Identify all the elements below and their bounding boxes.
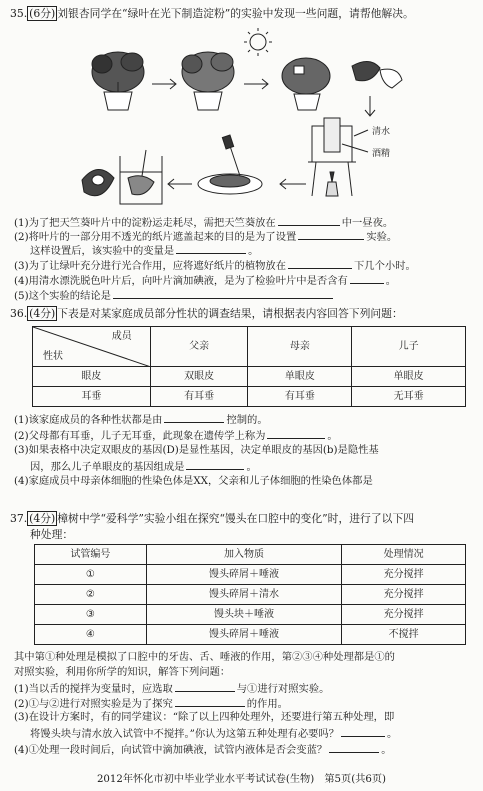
- arrow-left-icon: [168, 179, 192, 189]
- answer-blank[interactable]: [278, 215, 340, 226]
- table-row: ③ 馒头块＋唾液 充分搅拌: [35, 605, 466, 625]
- q37-item-3b: 将馒头块与清水放入试管中不搅拌。”你认为这第五种处理有必要吗？ 。: [30, 728, 398, 740]
- table-header: 处理情况: [342, 545, 466, 565]
- answer-blank[interactable]: [267, 428, 325, 439]
- q37-para-1: 其中第①种处理是模拟了口腔中的牙齿、舌、唾液的作用，第②③④种处理都是①的: [14, 651, 395, 663]
- page-footer: 2012年怀化市初中毕业学业水平考试试卷(生物) 第5页(共6页): [96, 774, 387, 785]
- q37-score: (4分): [29, 512, 56, 525]
- answer-blank[interactable]: [350, 273, 384, 284]
- answer-blank[interactable]: [176, 243, 246, 254]
- q35-score: (6分): [29, 7, 56, 20]
- answer-blank[interactable]: [175, 681, 235, 692]
- q35-item-2b: 这样设置后，该实验中的变量是 。: [30, 245, 259, 257]
- q35-item-4: (4)用清水漂洗脱色叶片后，向叶片滴加碘液，是为了检验叶片中是否含有 。: [14, 275, 397, 287]
- label-alcohol: 酒精: [372, 149, 391, 159]
- answer-blank[interactable]: [186, 459, 244, 470]
- table-row: ④ 馒头碎屑＋唾液 不搅拌: [35, 625, 466, 645]
- table-header: 母亲: [248, 327, 352, 367]
- q35-stem: 35. (6分) 刘银杏同学在“绿叶在光下制造淀粉”的实验中发现一些问题，请帮他解决。: [10, 7, 414, 20]
- q36-trait-table: [32, 326, 466, 407]
- q37-item-4: (4)①处理一段时间后，向试管中滴加碘液，试管内液体是否会变蓝？ 。: [14, 744, 392, 756]
- answer-blank[interactable]: [298, 229, 364, 240]
- q36-score: (4分): [29, 307, 56, 320]
- leaf-result: [82, 169, 114, 195]
- table-header: 加入物质: [146, 545, 342, 565]
- label-water: 清水: [372, 127, 391, 137]
- q36-item-4: (4)家庭成员中母亲体细胞的性染色体是XX，父亲和儿子体细胞的性染色体都是: [14, 475, 373, 487]
- q37-treatment-table: [34, 544, 466, 645]
- q37-stem-2: 种处理：: [30, 528, 74, 541]
- arrow-down-icon: [365, 96, 375, 116]
- q37-item-2: (2)①与②进行对照实验是为了探究 的作用。: [14, 698, 288, 710]
- sun-icon: [244, 28, 272, 56]
- table-row: 耳垂 有耳垂 有耳垂 无耳垂: [33, 387, 466, 407]
- q36-item-2: (2)父母都有耳垂，儿子无耳垂，此现象在遗传学上称为 。: [14, 430, 338, 442]
- beaker-leaf: [120, 150, 162, 204]
- q36-item-1: (1)该家庭成员的各种性状都是由 控制的。: [14, 414, 268, 426]
- water-bath-apparatus: [308, 118, 368, 196]
- q35-experiment-figure: [80, 26, 410, 216]
- table-header: 父亲: [150, 327, 248, 367]
- arrow-left-icon: [280, 179, 306, 189]
- table-corner: 成员 性状: [33, 327, 151, 367]
- answer-blank[interactable]: [288, 258, 352, 269]
- potted-plant-covered: [282, 58, 330, 110]
- q37-stem: 37. (4分) 樟树中学“爱科学”实验小组在探究“馒头在口腔中的变化”时，进行了以下四: [10, 512, 415, 525]
- q36-item-3b: 因，那么儿子单眼皮的基因组成是 。: [30, 461, 257, 473]
- answer-blank[interactable]: [341, 726, 385, 737]
- table-header: 儿子: [352, 327, 466, 367]
- potted-plant-light: [182, 52, 234, 110]
- table-row: ① 馒头碎屑＋唾液 充分搅拌: [35, 565, 466, 585]
- table-row: 眼皮 双眼皮 单眼皮 单眼皮: [33, 367, 466, 387]
- table-row: ② 馒头碎屑＋清水 充分搅拌: [35, 585, 466, 605]
- q35-item-5: (5)这个实验的结论是: [14, 288, 335, 304]
- answer-blank[interactable]: [175, 696, 245, 707]
- q37-para-2: 对照实验，利用你所学的知识，解答下列问题：: [14, 666, 231, 678]
- petri-dish-dropper: [198, 135, 262, 194]
- arrow-icon: [152, 79, 176, 89]
- q35-item-2: (2)将叶片的一部分用不透光的纸片遮盖起来的目的是为了设置 实验。: [14, 231, 398, 243]
- q35-item-1: (1)为了把天竺葵叶片中的淀粉运走耗尽，需把天竺葵放在 中一昼夜。: [14, 217, 394, 229]
- q37-item-3: (3)在设计方案时，有的同学建议：“除了以上四种处理外，还要进行第五种处理，即: [14, 711, 395, 723]
- q36-stem: 36. (4分) 下表是对某家庭成员部分性状的调查结果，请根据表内容回答下列问题：: [10, 307, 403, 320]
- q37-item-1: (1)当以舌的搅拌为变量时，应选取 与①进行对照实验。: [14, 683, 330, 695]
- answer-blank[interactable]: [113, 288, 333, 299]
- answer-blank[interactable]: [164, 412, 224, 423]
- q35-item-3: (3)为了让绿叶充分进行光合作用，应将遮好纸片的植物放在 下几个小时。: [14, 260, 416, 272]
- q36-item-3: (3)如果表格中决定双眼皮的基因(D)是显性基因，决定单眼皮的基因(b)是隐性基: [14, 444, 379, 456]
- potted-plant-dark: [92, 52, 144, 110]
- answer-blank[interactable]: [329, 742, 379, 753]
- table-header: 试管编号: [35, 545, 147, 565]
- hand-leaf: [352, 61, 402, 88]
- arrow-icon: [244, 79, 268, 89]
